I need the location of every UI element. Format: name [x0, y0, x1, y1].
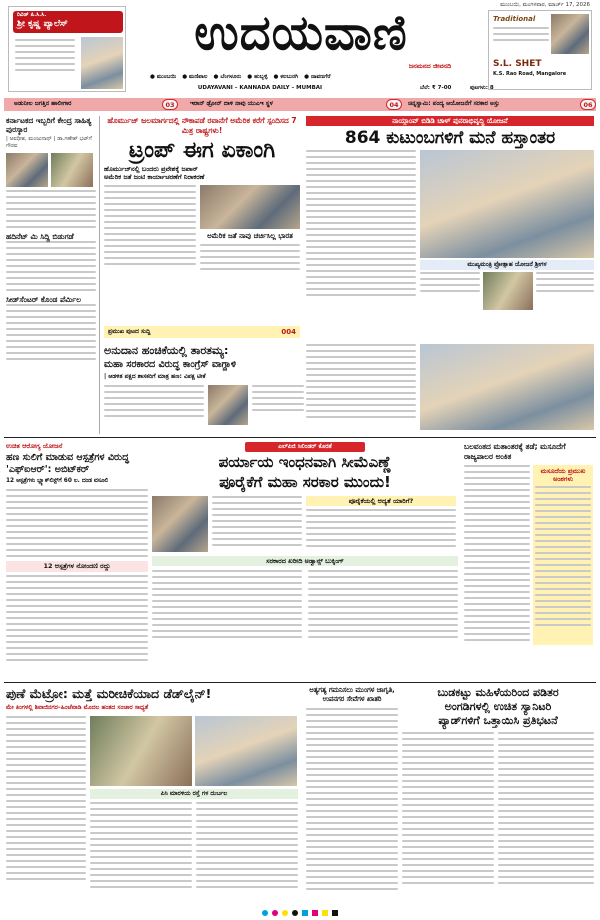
info-box-title[interactable]: ಮಸೂದೆಯ ಪ್ರಮುಖ ಅಂಶಗಳು	[540, 467, 586, 483]
left-advertisement[interactable]	[8, 6, 126, 92]
page-count: ಪುಟಗಳು: 8	[470, 85, 494, 91]
edition-item: ● ಬೆಂಗಳೂರು	[213, 74, 242, 80]
story-subhead: 12 ಆಸ್ಪತ್ರೆಗಳು ಬ್ಲ್ಯಾಕ್‌ಲಿಸ್ಟ್‌ಗೆ 60 ಲ. ದಂಡ ವಸೂಲಿ	[6, 478, 109, 485]
story-subhead: | ಅವಧೀಶ, ಮಂಜುನಾಥ್ | ಡಾ.ಗಣೇಶ್ ಭಟ್‌ಗೆ ಗೌರವ	[6, 136, 92, 149]
price: ಬೆಲೆ: ₹ 7-00	[420, 85, 452, 91]
story-headline[interactable]: ಅನುದಾನ ಹಂಚಿಕೆಯಲ್ಲಿ ತಾರತಮ್ಯ:	[104, 344, 229, 357]
story-photo	[195, 716, 297, 786]
story-headline[interactable]: ಪುಣೆ ಮೆಟ್ರೋ: ಮತ್ತೆ ಮರೀಚಿಕೆಯಾದ ಡೆಡ್‌ಲೈನ್!	[6, 686, 212, 701]
trump-story	[104, 116, 300, 342]
ticker-item[interactable]: ಚಿನ್ನಸ್ವಾಮಿ: ಪಂದ್ಯ ಆಯೋಜನೆಗೆ ಸರಕಾರ ಅಸ್ತು	[408, 100, 500, 107]
tagline: ಜನಮನದ ಜೀವನದಿ	[408, 62, 452, 70]
section-divider	[4, 437, 596, 438]
edition-item: ● ಮಣಿಪಾಲ	[182, 74, 208, 80]
story-subhead: ಅಮೆರಿಕ ಜತೆ ಜಂಟಿ ಕಾರ್ಯಾಚರಣೆಗೆ ನಿರಾಕರಣೆ	[104, 173, 205, 182]
story-headline[interactable]: ಮಹಾ ಸರಕಾರದ ವಿರುದ್ಧ ಕಾಂಗ್ರೆಸ್ ವಾಗ್ದಾಳಿ	[104, 359, 237, 370]
masthead	[0, 0, 600, 98]
story-subhead: ಹೊರ್ಮುಜ್‌ನಲ್ಲಿ ಬಂದರು ಪ್ರವೇಶಕ್ಕೆ ಜಪಾನ್‌	[104, 165, 198, 173]
see-also-strip[interactable]	[104, 326, 300, 338]
edition-item: ● ಹುಬ್ಬಳ್ಳಿ	[247, 74, 268, 80]
story-subhead: ಮೇ ತಿಂಗಳಲ್ಲಿ ಶಿವಾಜಿನಗರ–ಹಿಂಜೆವಾಡಿ ಮೊದಲ ಹಂತದ ಸಂಚಾರ ಸಾಧ್ಯತೆ	[6, 704, 149, 711]
story-kicker: ಹೊರ್ಮುಜ್ ಜಲಮಾರ್ಗದಲ್ಲಿ ನೌಕಾಪಡೆ ರವಾನೆಗೆ ಅಮೆರಿಕ ಕರೆಗೆ ಸ್ಪಂದಿಸದ 7 ಮಿತ್ರ ರಾಷ್ಟ್ರಗಳು!	[107, 116, 297, 135]
see-also-page: 004	[281, 327, 296, 336]
ticker-num: 03	[162, 99, 178, 110]
story-headline[interactable]: ಪೂರೈಕೆಗೆ ಮಹಾ ಸರಕಾರ ಮುಂದು!	[219, 473, 391, 491]
author-photo	[51, 153, 93, 187]
story-banner: ಎಲ್‌ಪಿಜಿ ಸಿಲಿಂಡರ್ ಕೊರತೆ	[245, 442, 365, 452]
see-also-label: ಪ್ರಮುಖ ಪುಟದ ಸುದ್ದಿ	[108, 328, 151, 336]
story-headline[interactable]: ಅಂಗಡಿಗಳಲ್ಲಿ ಉಚಿತ ಸ್ಯಾನಿಟರಿ	[444, 700, 552, 713]
story-headline[interactable]: ಸೀಡ್‌ಸೆಂಟರ್ ಕೊಂಡ ಪೆರ್ಮಿಲ	[6, 294, 82, 304]
story-photo	[208, 385, 248, 425]
left-ad-brand: ಶ್ರೀ ಕೃಷ್ಣ ಪ್ಯಾಲೆಸ್	[17, 19, 68, 29]
story-headline[interactable]: ಹಣ ಸುಲಿಗೆ ಮಾಡುವ ಆಸ್ಪತ್ರೆಗಳ ವಿರುದ್ಧ 'ಎಫ್‌ಐಆರ್': ಅಬಿಟ್‌ಕರ್	[6, 452, 129, 476]
story-headline[interactable]: 864 ಕುಟುಂಬಗಳಿಗೆ ಮನೆ ಹಸ್ತಾಂತರ	[344, 128, 556, 148]
info-box-title[interactable]: 12 ಆಸ್ಪತ್ರೆಗಳ ನೋಂದಣಿ ರದ್ದು	[6, 561, 148, 572]
ticker-num: 06	[580, 99, 596, 110]
conversion-bill-story	[464, 442, 594, 678]
photo-caption: ಪಿಸಿ ಮಾರಳಿಯ ರಸ್ತೆ ಗಳ ದುರ್ಬಲ	[90, 789, 298, 799]
ticker-item[interactable]: ಅಡುನೀಲ ಜಗತ್ತಿನ ಹಾಲೀಗಾರ	[14, 100, 72, 107]
story-photo	[483, 272, 533, 310]
info-box-title[interactable]: ಪೂರೈಕೆಯಲ್ಲಿ ಆದ್ಯತೆ ಯಾರಿಗೆ?	[306, 496, 456, 506]
edition-item: ● ಮುಂಬಯಿ	[150, 74, 177, 80]
story-subhead: | ಆಡಳಿತ ಪಕ್ಷದ ಶಾಸಕರಿಗೆ ಮಾತ್ರ ಹಣ: ವಿಪಕ್ಷ ಟೀಕೆ	[104, 373, 206, 380]
right-ad-brand: S.L. SHET	[493, 59, 542, 69]
edition-item: ● ಕಲಬುರಗಿ	[273, 74, 299, 80]
story-photo	[90, 716, 192, 786]
kerosene-story	[152, 442, 458, 678]
story-headline[interactable]: ಹದಿನೆಟ್ ಮಿ ಸಿದ್ದಿ ಬಿಡುಗಡೆ	[6, 231, 74, 241]
newspaper-title: ಉದಯವಾಣಿ	[194, 5, 408, 61]
editions-list	[150, 74, 480, 84]
section-divider	[4, 682, 596, 683]
masthead-subtitle: UDAYAVANI – KANNADA DAILY – MUMBAI	[197, 85, 323, 91]
congress-story	[104, 344, 304, 434]
story-photo	[200, 185, 300, 229]
right-ad-sub: K.S. Rao Road, Mangalore	[493, 71, 567, 77]
left-ad-top-text: ರಿವಿಡ್‌ ಪಿ.ಸಿ.ಸಿ.	[17, 12, 47, 18]
story-kicker: ನಾಯ್ಗಾಂವ್ ಬಿಡಿಡಿ ಚಾಳ್ ಪುನರಾಭಿವೃದ್ಧಿ ಯೋಜನೆ	[306, 116, 594, 126]
story-photo	[420, 150, 594, 258]
story-headline[interactable]: ಟ್ರಂಪ್ ಈಗ ಏಕಾಂಗಿ	[128, 138, 276, 163]
edition-item: ● ದಾವಣಗೆರೆ	[304, 74, 331, 80]
meeting-photo-block	[306, 344, 594, 434]
info-box-title[interactable]: ಅಮೆರಿಕ ಜತೆ ನಾವು ಚರ್ಚಿಸಿಲ್ಲ ಭಾರತ	[207, 232, 293, 241]
story-photo	[152, 496, 208, 552]
photo-caption: ಮುಖ್ಯಮಂತ್ರಿ ಪ್ರೋತ್ಸಾಹ ಯೋಜನೆ ಶ್ರೀಗಳ	[420, 260, 594, 270]
print-registration-marks	[200, 910, 400, 918]
pune-metro-story	[6, 686, 302, 906]
info-box-title[interactable]: ಸರಕಾರದ ಖರೀದಿ ಅಡ್ವಾನ್ಸ್ ಬುಕ್ಕಿಂಗ್	[152, 556, 458, 566]
sanitary-pads-story	[402, 686, 594, 906]
author-photo	[6, 153, 48, 187]
dateline: ಮುಂಬಯಿ, ಮಂಗಳವಾರ, ಮಾರ್ಚ್ 17, 2026	[500, 2, 590, 8]
story-headline[interactable]: ಬುಡಕಟ್ಟು ಮಹಿಳೆಯರಿಂದ ಪಡಿತರ	[437, 686, 559, 699]
left-column-top	[6, 116, 96, 434]
story-kicker: ಉಚಿತ ಆರೋಗ್ಯ ಯೋಜನೆ	[6, 442, 63, 450]
right-ad-image	[551, 14, 589, 54]
story-headline[interactable]: ಅತ್ಯಗತ್ಯ ಗಮನಿಸಲು ಮುಂಗಳ ಜಾಗೃತಿ, ಉಪನಗರ ಸೇವೆಗಳ ಖಾತರಿ	[309, 686, 395, 703]
left-ad-image	[81, 37, 123, 89]
story-headline[interactable]: ಕರ್ನಾಟಕದ ಇಬ್ಬರಿಗೆ ಕೇಂದ್ರ ಸಾಹಿತ್ಯ ಪುರಸ್ಕಾರ	[6, 116, 92, 134]
story-headline[interactable]: ಬಲವಂತದ ಮತಾಂತರಕ್ಕೆ ತಡೆ; ಮಸೂದೆಗೆ ರಾಜ್ಯಪಾಲರ ಅಂಕಿತ	[464, 442, 566, 461]
right-ad-top: Traditional	[493, 15, 536, 23]
story-headline[interactable]: ಪರ್ಯಾಯ ಇಂಧನವಾಗಿ ಸೀಮೆಎಣ್ಣೆ	[218, 453, 392, 471]
column-divider	[99, 116, 100, 434]
health-story	[6, 442, 148, 678]
ticker-bar	[4, 98, 596, 111]
suburban-story	[306, 686, 398, 906]
ticker-item[interactable]: ಇರಾನ್ ಡ್ರೋನ್ ದಾಳಿ ನಾವು ಯುಎಇ ಸ್ಥಳ	[190, 100, 273, 107]
right-advertisement[interactable]	[488, 10, 592, 90]
housing-story	[306, 116, 594, 342]
story-headline[interactable]: ಪ್ಯಾಡ್‌ಗಳಿಗೆ ಒತ್ತಾಯಿಸಿ ಪ್ರತಿಭಟನೆ	[438, 714, 558, 727]
ticker-num: 04	[386, 99, 402, 110]
story-photo	[420, 344, 594, 430]
